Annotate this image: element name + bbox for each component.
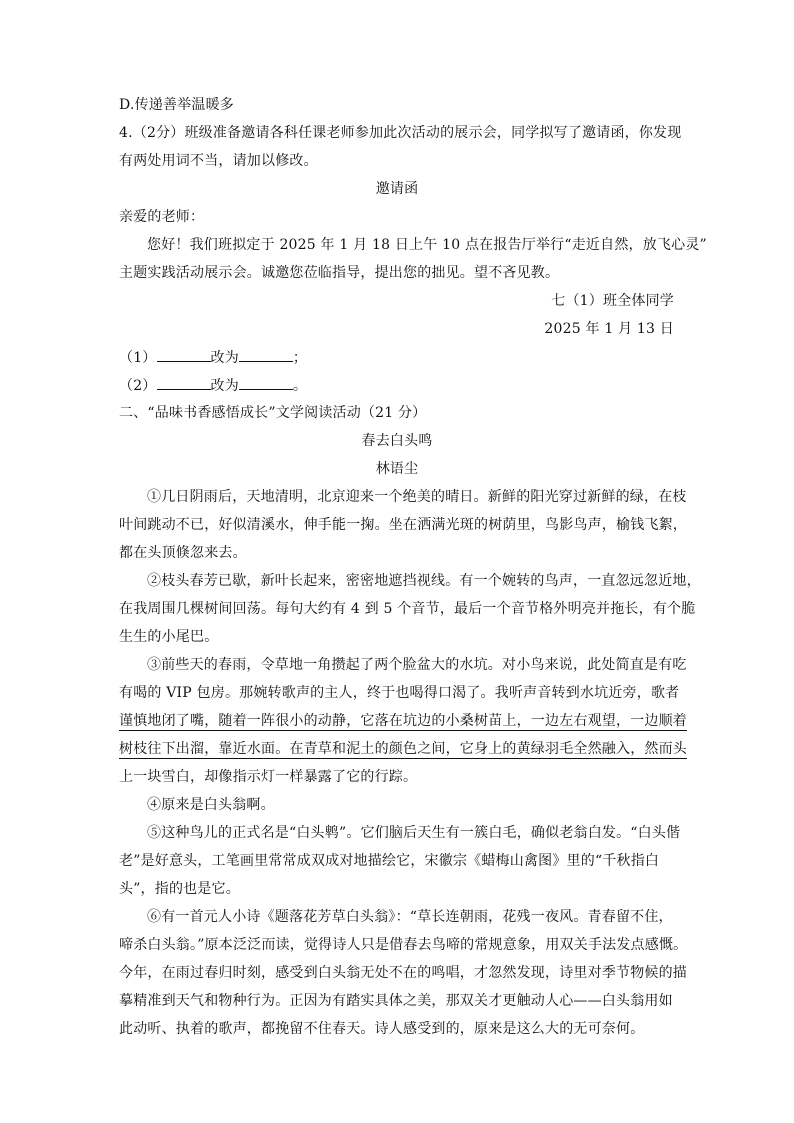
essay-author: 林语尘 [375, 461, 419, 477]
essay-title: 春去白头鸣 [361, 433, 433, 449]
paragraph-5-line: ⑤这种鸟儿的正式名是“白头鹎”。它们脑后天生有一簇白毛，确似老翁白发。“白头偕 [147, 825, 681, 841]
underlined-text: 谨慎地闭了嘴，随着一阵很小的动静，它落在坑边的小桑树苗上，一边左右观望，一边顺着 [119, 713, 687, 729]
paragraph-3-line [119, 739, 687, 759]
answer-blank[interactable] [239, 347, 293, 362]
paragraph-5-line: 老”是好意头，工笔画里常常成双成对地描绘它，宋徽宗《蜡梅山禽图》里的“千秋指白 [119, 853, 660, 869]
paragraph-5-line: 头”，指的也是它。 [119, 881, 240, 897]
paragraph-2-line: 在我周围几棵树间回荡。每句大约有 4 到 5 个音节，最后一个音节格外明亮并拖长，有个脆 [119, 601, 696, 617]
letter-title: 邀请函 [375, 181, 419, 197]
paragraph-3-underlined-line [119, 711, 687, 731]
paragraph-4-line: ④原来是白头翁啊。 [147, 797, 275, 813]
option-d: D.传递善举温暖多 [119, 97, 234, 113]
letter-salutation: 亲爱的老师： [119, 209, 205, 225]
question-4-line-2: 有两处用词不当，请加以修改。 [119, 153, 318, 169]
paragraph-6-line: ⑥有一首元人小诗《题落花芳草白头翁》：“草长连朝雨，花残一夜风。青春留不住， [147, 909, 673, 925]
paragraph-6-line: 此动听、执着的歌声，都挽留不住春天。诗人感受到的，原来是这么大的无可奈何。 [119, 1021, 645, 1037]
paragraph-2-line: 生生的小尾巴。 [119, 629, 219, 645]
letter-body-line-1: 您好！我们班拟定于 2025 年 1 月 18 日上午 10 点在报告厅举行“走近自然，放飞心灵” [147, 237, 707, 253]
letter-date: 2025 年 1 月 13 日 [544, 321, 674, 337]
paragraph-3-line: 上一块雪白，却像指示灯一样暴露了它的行踪。 [119, 769, 418, 785]
paragraph-1-line: 都在头顶倏忽来去。 [119, 545, 247, 561]
answer-blank[interactable] [157, 375, 211, 390]
answer-blank[interactable] [157, 347, 211, 362]
paragraph-2-line: ②枝头春芳已歇，新叶长起来，密密地遮挡视线。有一个婉转的鸟声，一直忽远忽近地， [147, 573, 701, 589]
answer-blank[interactable] [239, 375, 293, 390]
paragraph-6-line: 摹精准到天气和物种行为。正因为有踏实具体之美，那双关才更触动人心——白头翁用如 [119, 993, 673, 1009]
letter-body-line-2: 主题实践活动展示会。诚邀您莅临指导，提出您的拙见。望不吝见教。 [119, 265, 560, 281]
paragraph-1-line: ①几日阴雨后，天地清明，北京迎来一个绝美的晴日。新鲜的阳光穿过新鲜的绿，在枝 [147, 489, 687, 505]
paragraph-6-line: 今年，在雨过春归时刻，感受到白头翁无处不在的鸣唱，才忽然发现，诗里对季节物候的描 [119, 965, 687, 981]
paragraph-3-line: ③前些天的春雨，令草地一角攒起了两个脸盆大的水坑。对小鸟来说，此处简直是有吃 [147, 657, 687, 673]
answer-line-2: （2） 改为 。 [119, 375, 679, 395]
letter-signature: 七（1）班全体同学 [551, 293, 674, 309]
paragraph-1-line: 叶间跳动不已，好似清溪水，伸手能一掬。坐在洒满光斑的树荫里，鸟影鸟声，榆钱飞絮， [119, 517, 687, 533]
question-4-line-1: 4.（2分）班级准备邀请各科任课老师参加此次活动的展示会，同学拟写了邀请函，你发现 [119, 125, 682, 141]
section-2-heading: 二、“品味书香感悟成长”文学阅读活动（21 分） [119, 405, 427, 421]
paragraph-6-line: 啼杀白头翁。”原本泛泛而读，觉得诗人只是借春去鸟啼的常规意象，用双关手法发点感慨。 [119, 937, 688, 953]
underlined-text: 树枝往下出溜，靠近水面。在青草和泥土的颜色之间，它身上的黄绿羽毛全然融入，然而头 [119, 741, 687, 757]
paragraph-3-line: 有喝的 VIP 包房。那婉转歌声的主人，终于也喝得口渴了。我听声音转到水坑近旁，歌者 [119, 685, 680, 701]
answer-line-1: （1） 改为 ； [119, 347, 679, 367]
